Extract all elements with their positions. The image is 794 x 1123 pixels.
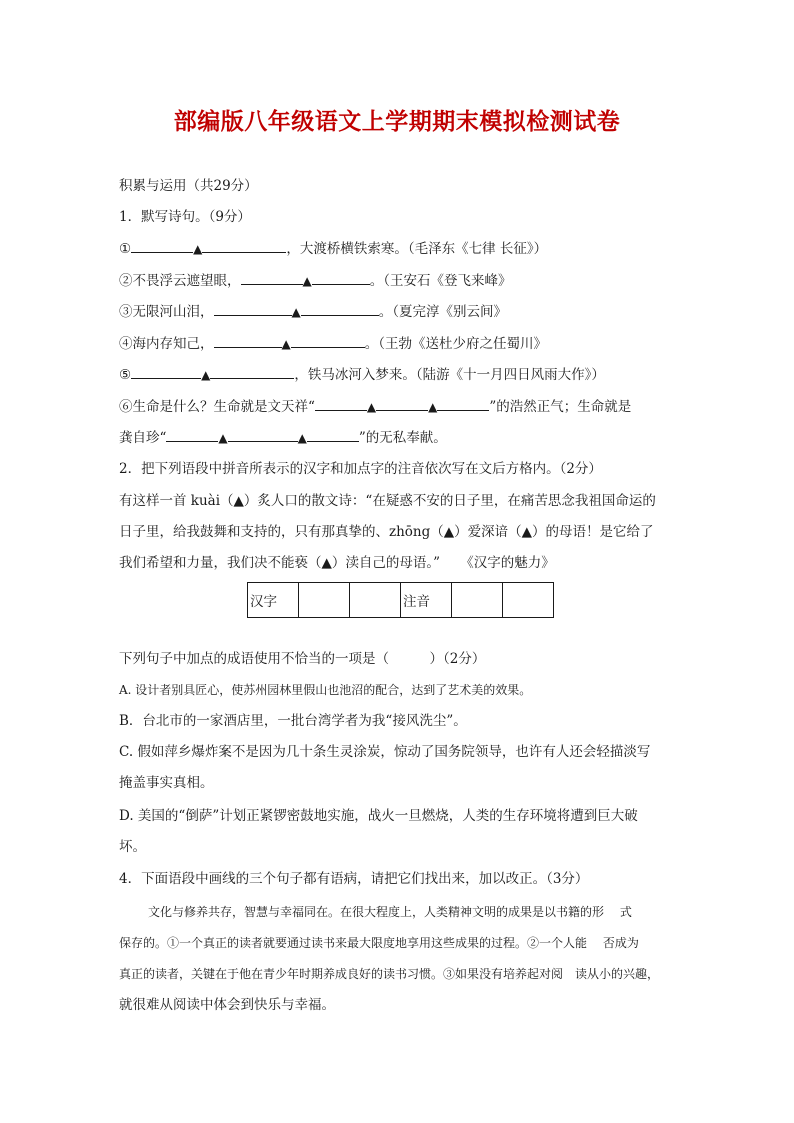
- q1-l5-prefix: ⑤: [119, 367, 132, 383]
- q2-heading: 2．把下列语段中拼音所表示的汉字和加点字的注音依次写在文后方格内。（2分）: [119, 461, 602, 477]
- q1-l3-prefix: ③无限河山泪，: [119, 304, 214, 320]
- triangle-marker: ▲: [193, 242, 203, 256]
- q3-option-b: B．台北市的一家酒店里，一批台湾学者为我“接风洗尘”。: [119, 713, 467, 729]
- q4-passage-line-3: 真正的读者，关键在于他在青少年时期养成良好的读书习惯。③如果没有培养起对阅 读从小的兴趣，: [119, 967, 660, 981]
- q1-l7-suffix: ”的无私奉献。: [358, 430, 447, 446]
- answer-blank: [228, 428, 298, 442]
- triangle-marker: ▲: [218, 431, 228, 445]
- q3-option-c-line-1: C. 假如萍乡爆炸案不是因为几十条生灵涂炭，惊动了国务院领导，也许有人还会轻描淡写: [119, 744, 651, 760]
- triangle-marker: ▲: [428, 400, 438, 414]
- q2-passage-line-2: 日子里，给我鼓舞和支持的，只有那真挚的、zhōng（▲）爱深谙（▲）的母语！是它给了: [119, 524, 654, 540]
- answer-cell[interactable]: [299, 583, 350, 618]
- table-label-zhuyin: 注音: [401, 583, 452, 618]
- q3-heading: 下列句子中加点的成语使用不恰当的一项是（ ）（2分）: [119, 651, 486, 667]
- q1-l2-suffix: 。（王安石《登飞来峰》: [369, 273, 512, 289]
- answer-blank: [214, 302, 292, 316]
- answer-blank: [307, 428, 359, 442]
- q1-line-7: [119, 428, 447, 448]
- q1-line-5: [119, 365, 605, 385]
- q3-option-d-line-2: 坏。: [119, 839, 146, 855]
- answer-cell[interactable]: [350, 583, 401, 618]
- q1-l7-prefix: 龚自珍“: [119, 430, 167, 446]
- answer-blank: [131, 365, 201, 379]
- answer-blank: [315, 397, 367, 411]
- triangle-marker: ▲: [302, 274, 312, 288]
- q2-passage-line-1: 有这样一首 kuài（▲）炙人口的散文诗：“在疑惑不安的日子里，在痛苦思念我祖国命运的: [119, 493, 656, 509]
- table-label-hanzi: 汉字: [248, 583, 299, 618]
- q1-line-4: [119, 334, 547, 354]
- section-heading: 积累与运用（共29分）: [119, 178, 258, 194]
- answer-blank: [214, 334, 282, 348]
- q4-passage-line-2: 保存的。①一个真正的读者就要通过读书来最大限度地享用这些成果的过程。②一个人能 否成为: [119, 936, 639, 950]
- answer-blank: [312, 271, 370, 285]
- q1-l2-prefix: ②不畏浮云遮望眼，: [119, 273, 241, 289]
- triangle-marker: ▲: [201, 368, 211, 382]
- q1-heading: 1．默写诗句。（9分）: [119, 209, 251, 225]
- q4-passage-line-1: 文化与修养共存，智慧与幸福同在。在很大程度上，人类精神文明的成果是以书籍的形 式: [148, 905, 632, 919]
- answer-blank: [166, 428, 218, 442]
- q1-l4-prefix: ④海内存知己，: [119, 336, 214, 352]
- q1-l6-prefix: ⑥生命是什么？生命就是文天祥“: [119, 399, 315, 415]
- q1-l1-prefix: ①: [119, 241, 132, 257]
- q3-option-a: A. 设计者别具匠心，使苏州园林里假山也池沼的配合，达到了艺术美的效果。: [119, 683, 532, 697]
- triangle-marker: ▲: [291, 305, 301, 319]
- q4-heading: 4．下面语段中画线的三个句子都有语病，请把它们找出来，加以改正。（3分）: [119, 871, 589, 887]
- q1-line-3: [119, 302, 507, 322]
- q3-option-d-line-1: D. 美国的“倒萨”计划正紧锣密鼓地实施，战火一旦燃烧，人类的生存环境将遭到巨大破: [119, 808, 638, 824]
- q3-option-c-line-2: 掩盖事实真相。: [119, 775, 214, 791]
- page-title: 部编版八年级语文上学期期末模拟检测试卷: [173, 108, 621, 135]
- answer-blank: [376, 397, 428, 411]
- triangle-marker: ▲: [297, 431, 307, 445]
- q4-passage-line-4: 就很难从阅读中体会到快乐与幸福。: [119, 997, 335, 1013]
- q1-line-6: [119, 397, 631, 417]
- triangle-marker: ▲: [281, 337, 291, 351]
- q1-line-1: [119, 239, 547, 259]
- answer-blank: [131, 239, 193, 253]
- answer-cell[interactable]: [503, 583, 554, 618]
- q2-passage-line-3: 我们希望和力量，我们决不能亵（▲）渎自己的母语。” 《汉字的魅力》: [119, 555, 555, 571]
- answer-blank: [291, 334, 365, 348]
- answer-blank: [210, 365, 294, 379]
- q1-l5-suffix: ，铁马冰河入梦来。（陆游《十一月四日风雨大作》）: [294, 367, 605, 383]
- q1-l1-suffix: ，大渡桥横铁索寒。（毛泽东《七律 长征》）: [286, 241, 548, 257]
- q1-l6-suffix: ”的浩然正气；生命就是: [489, 399, 632, 415]
- answer-blank: [241, 271, 303, 285]
- q1-line-2: [119, 271, 511, 291]
- q1-l3-suffix: 。（夏完淳《别云间》: [378, 304, 507, 320]
- q1-l4-suffix: 。（王勃《送杜少府之任蜀川》: [364, 336, 547, 352]
- answer-blank: [202, 239, 286, 253]
- answer-blank: [301, 302, 379, 316]
- answer-table: [247, 582, 554, 618]
- answer-blank: [437, 397, 489, 411]
- answer-cell[interactable]: [452, 583, 503, 618]
- triangle-marker: ▲: [366, 400, 377, 414]
